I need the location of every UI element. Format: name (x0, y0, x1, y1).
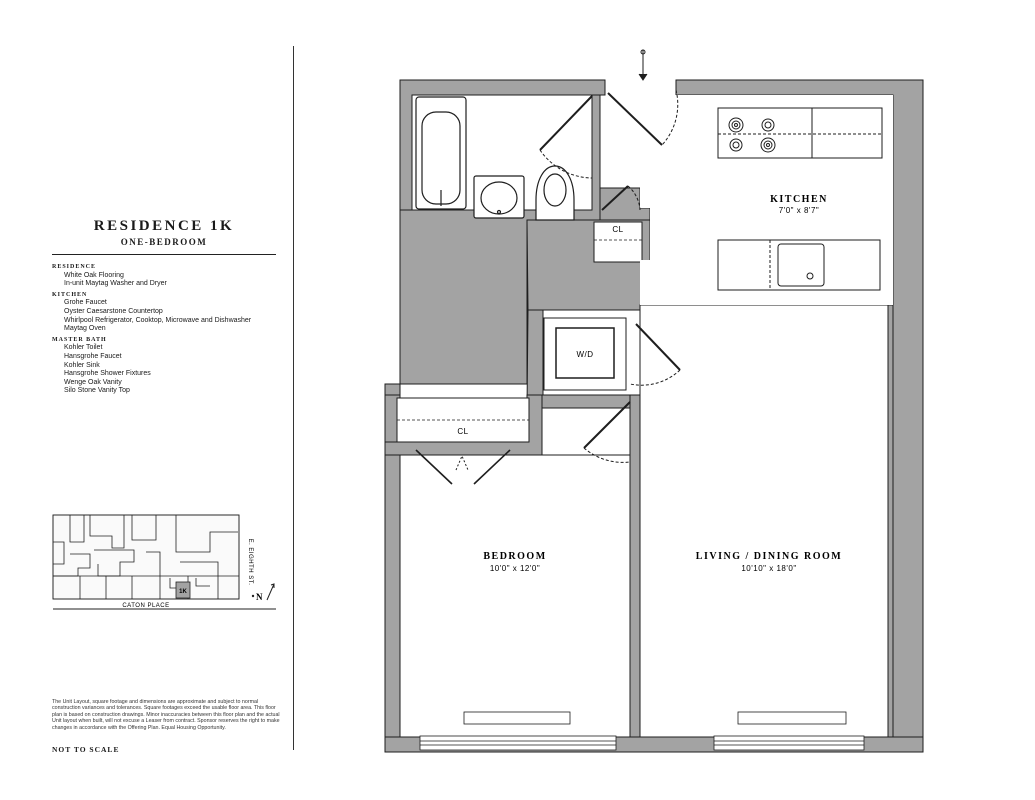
living-room (640, 305, 888, 737)
info-panel (0, 0, 296, 800)
living-radiator (738, 712, 846, 724)
bedroom (400, 455, 630, 737)
feature-item: Silo Stone Vanity Top (64, 387, 130, 395)
feature-item: Hansgrohe Shower Fixtures (64, 370, 151, 378)
features-heading-kitchen: KITCHEN (52, 291, 88, 298)
feature-item: Hansgrohe Faucet (64, 352, 122, 360)
features-heading-master-bath: MASTER BATH (52, 336, 107, 343)
kitchen-sink-icon (778, 244, 824, 286)
north-arrow-icon (267, 584, 274, 600)
bedroom-closet-label: CL (457, 427, 469, 436)
feature-item: Kohler Toilet (64, 344, 103, 352)
sink-icon (481, 182, 517, 214)
not-to-scale-label: NOT TO SCALE (52, 745, 120, 754)
keyplan-street-right: E. EIGHTH ST. (247, 538, 253, 586)
feature-item: Kohler Sink (64, 361, 100, 369)
feature-item: Grohe Faucet (64, 299, 107, 307)
disclaimer-text: The Unit Layout, square footage and dimensions are approximate and subject to normal construction variances and tolerances. Square footages exceed the usable floor area. This floor plan is based on construction drawings. Minor inaccuracies between this floor plan and the actual Unit layout when built, will not excuse a Leaser from contract. Sponsor reserves the right to make changes in accordance with the Offering Plan. Equal Housing Opportunity. (52, 699, 280, 731)
key-plan (50, 512, 282, 612)
washer-dryer-label: W/D (576, 350, 594, 359)
residence-subtitle: ONE-BEDROOM (120, 237, 208, 247)
feature-item: Wenge Oak Vanity (64, 378, 122, 386)
bedroom-radiator (464, 712, 570, 724)
kitchen-name: KITCHEN (770, 194, 828, 205)
bedroom-dims: 10'0" x 12'0" (489, 564, 541, 573)
feature-item: Whirlpool Refrigerator, Cooktop, Microwave and Dishwasher (64, 316, 252, 324)
bedroom-name: BEDROOM (483, 551, 547, 562)
bedroom-door[interactable] (584, 402, 630, 448)
feature-item: In-unit Maytag Washer and Dryer (64, 280, 167, 288)
features-list (52, 261, 282, 396)
living-room-dims: 10'10" x 18'0" (741, 564, 797, 573)
refrigerator-icon (812, 108, 882, 158)
keyplan-north-label: N (256, 592, 263, 602)
living-window (714, 736, 864, 750)
living-room-name: LIVING / DINING ROOM (695, 551, 843, 562)
feature-item: Maytag Oven (64, 325, 106, 333)
residence-title: RESIDENCE 1K (93, 218, 235, 234)
panel-divider (293, 46, 294, 750)
title-rule (52, 254, 276, 255)
wall (630, 395, 640, 737)
feature-item: Oyster Caesarstone Countertop (64, 307, 163, 315)
bedroom-window (420, 736, 616, 750)
kitchen-dims: 7'0" x 8'7" (778, 206, 820, 215)
wall (888, 305, 893, 737)
features-heading-residence: RESIDENCE (52, 264, 97, 270)
keyplan-unit-label: 1K (179, 589, 187, 595)
bath-closet-label: CL (612, 225, 624, 234)
feature-item: White Oak Flooring (64, 271, 124, 279)
keyplan-street-bottom: CATON PLACE (122, 603, 170, 609)
floor-plan (300, 40, 930, 760)
